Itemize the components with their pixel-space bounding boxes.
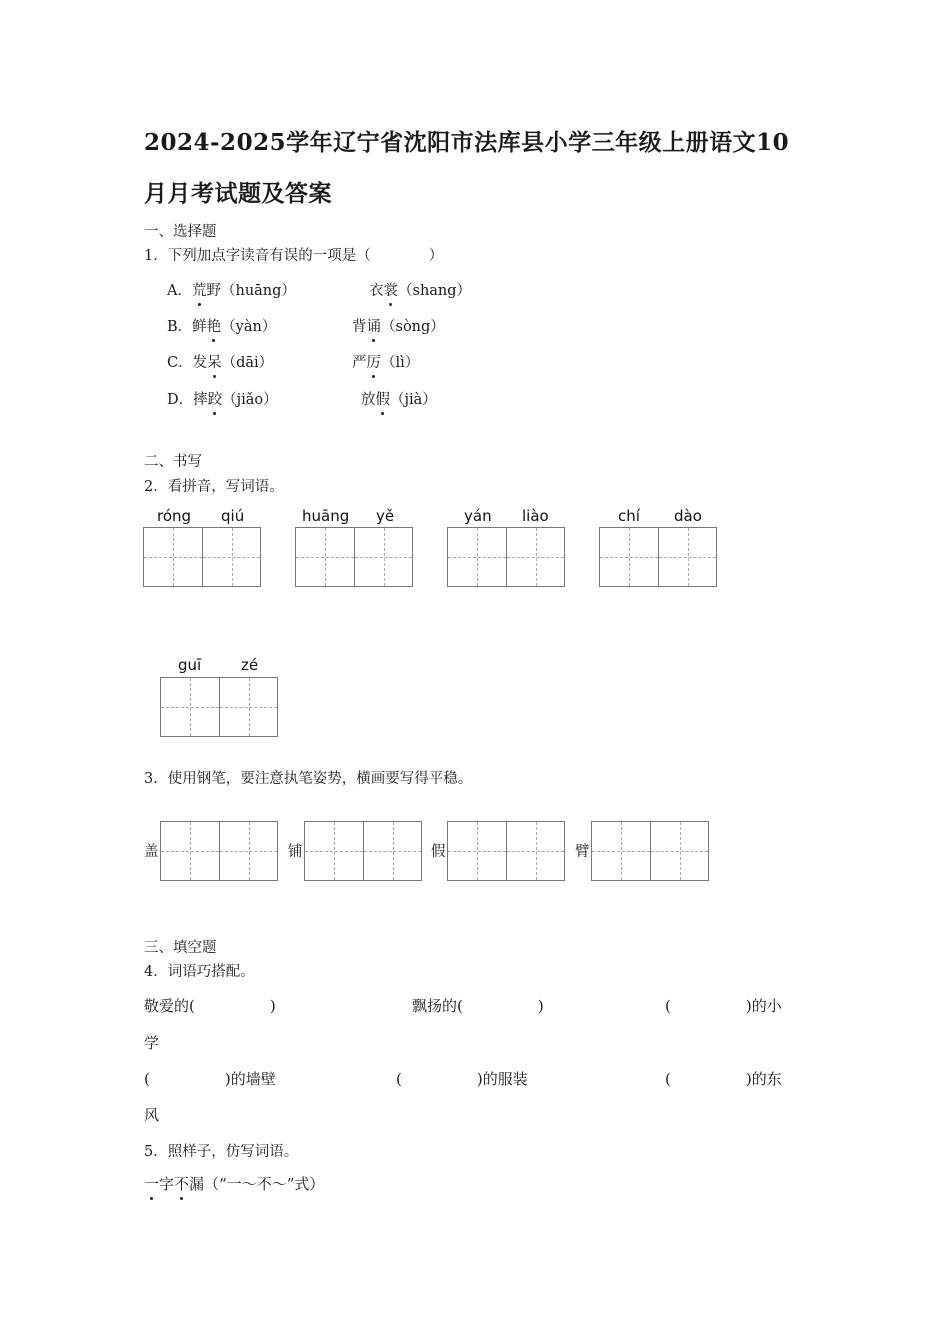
fill-blank: ( )的墙壁 [144, 1070, 276, 1088]
pinyin: liào [522, 507, 549, 525]
dotted-char: 诵 [367, 315, 382, 336]
writing-grid[interactable] [160, 677, 278, 737]
dotted-char: 假 [376, 388, 391, 409]
question-5: 5．照样子，仿写词语。 [144, 1144, 299, 1160]
pinyin: huāng [302, 507, 350, 525]
dotted-char: 艳 [207, 315, 222, 336]
model-char: 盖 [144, 844, 159, 860]
option-c-word2: 严厉（lì） [352, 351, 419, 372]
pinyin: yě [376, 507, 395, 525]
example-word: 一字不漏（“一～不～”式） [144, 1175, 325, 1193]
pinyin: guī [178, 656, 202, 674]
writing-grid[interactable] [447, 821, 565, 881]
writing-grid[interactable] [143, 527, 261, 587]
dotted-char: 跤 [208, 388, 223, 409]
document-title-line2: 月月考试题及答案 [144, 180, 332, 207]
pinyin: chí [618, 507, 640, 525]
option-c: C．发呆（dāi） [167, 351, 273, 372]
section-heading-choice: 一、选择题 [144, 224, 217, 240]
question-3: 3．使用钢笔，要注意执笔姿势，横画要写得平稳。 [144, 771, 473, 787]
pinyin: róng [157, 507, 192, 525]
question-1: 1．下列加点字读音有误的一项是（ ） [144, 248, 444, 264]
writing-grid[interactable] [304, 821, 422, 881]
fill-blank: ( )的服装 [396, 1070, 528, 1088]
model-char: 假 [431, 844, 446, 860]
question-2: 2．看拼音，写词语。 [144, 479, 284, 495]
fill-blank: 飘扬的( ) [412, 997, 544, 1015]
section-heading-writing: 二、书写 [144, 454, 202, 470]
model-char: 铺 [288, 844, 303, 860]
pinyin: dào [674, 507, 702, 525]
option-a: A．荒野（huāng） [167, 279, 296, 300]
writing-grid[interactable] [447, 527, 565, 587]
writing-grid[interactable] [160, 821, 278, 881]
option-a-word2: 衣裳（shang） [369, 279, 471, 300]
model-char: 臂 [575, 844, 590, 860]
document-title-line1: 2024-2025学年辽宁省沈阳市法库县小学三年级上册语文10 [144, 129, 790, 156]
option-b: B．鲜艳（yàn） [167, 315, 276, 336]
dotted-char: 荒 [192, 279, 207, 300]
pinyin: yán [464, 507, 492, 525]
writing-grid[interactable] [599, 527, 717, 587]
option-b-word2: 背诵（sòng） [352, 315, 445, 336]
option-d: D．摔跤（jiǎo） [167, 388, 278, 409]
option-d-word2: 放假（jià） [361, 388, 437, 409]
writing-grid[interactable] [591, 821, 709, 881]
dotted-char: 不 [174, 1175, 190, 1193]
fill-blank-wrap: 风 [144, 1106, 160, 1124]
pinyin: qiú [221, 507, 245, 525]
fill-blank: 敬爱的( ) [144, 997, 276, 1015]
pinyin: zé [241, 656, 259, 674]
dotted-char: 一 [144, 1175, 160, 1193]
fill-blank: ( )的小 [665, 997, 782, 1015]
dotted-char: 裳 [384, 279, 399, 300]
section-heading-fill: 三、填空题 [144, 940, 217, 956]
dotted-char: 呆 [207, 351, 222, 372]
question-4: 4．词语巧搭配。 [144, 964, 255, 980]
fill-blank-wrap: 学 [144, 1034, 160, 1052]
writing-grid[interactable] [295, 527, 413, 587]
dotted-char: 厉 [367, 351, 382, 372]
fill-blank: ( )的东 [665, 1070, 782, 1088]
